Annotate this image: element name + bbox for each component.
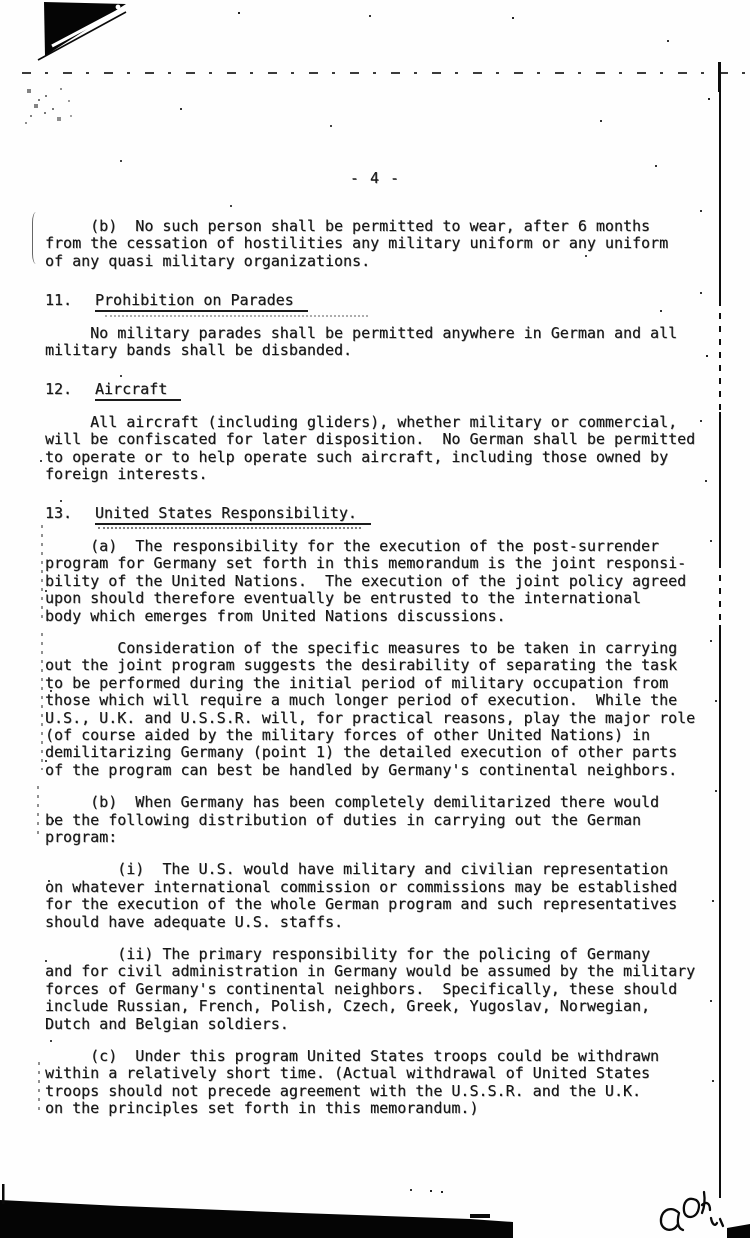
- text-line: foreign interests.: [45, 465, 208, 484]
- text-line: U.S., U.K. and U.S.S.R. will, for practical reasons, play the major role: [45, 708, 696, 727]
- text-line: include Russian, French, Polish, Czech, Greek, Yugoslav, Norwegian,: [45, 997, 651, 1016]
- text-line: (b) No such person shall be permitted to wear, after 6 months: [45, 217, 651, 235]
- text-line: No military parades shall be permitted anywhere in German and all: [45, 323, 678, 342]
- text-line: to be performed during the initial period of military occupation from: [45, 673, 669, 692]
- text-line: Dutch and Belgian soldiers.: [45, 1014, 289, 1033]
- section-title: United States Responsibility.: [95, 504, 371, 525]
- margin-artifact-line: [41, 633, 43, 770]
- corner-fold-mark: [38, 2, 126, 60]
- section-title: Aircraft: [95, 380, 181, 401]
- document-body: [45, 218, 735, 1133]
- text-line: upon should therefore eventually be entrusted to the international: [45, 589, 642, 608]
- text-line: be the following distribution of duties in carrying out the German: [45, 810, 642, 829]
- text-line: (ii) The primary responsibility for the policing of Germany: [45, 945, 651, 963]
- text-line: of the program can best be handled by Germany's continental neighbors.: [45, 760, 678, 779]
- text-line: for the execution of the whole German program and such representatives: [45, 895, 678, 914]
- margin-artifact-line: [38, 1062, 40, 1110]
- text-line: to operate or to help operate such aircraft, including those owned by: [45, 447, 669, 466]
- text-line: program for Germany set forth in this memorandum is the joint responsi-: [45, 554, 687, 573]
- text-line: (b) When Germany has been completely demilitarized there would: [45, 793, 660, 812]
- text-line: and for civil administration in Germany would be assumed by the military: [45, 962, 696, 981]
- text-line: on the principles set forth in this memorandum.): [45, 1099, 479, 1118]
- margin-bracket-mark: [32, 212, 40, 264]
- section-title: Prohibition on Parades: [95, 291, 308, 312]
- text-line: troops should not precede agreement with the U.S.S.R. and the U.K.: [45, 1081, 642, 1100]
- text-line: of any quasi military organizations.: [45, 251, 371, 270]
- text-line: (i) The U.S. would have military and civilian representation: [45, 860, 669, 879]
- text-line: Consideration of the specific measures to be taken in carrying: [45, 638, 678, 657]
- text-line: military bands shall be disbanded.: [45, 341, 353, 360]
- margin-artifact-line: [41, 525, 43, 620]
- paragraph: [45, 538, 735, 625]
- text-line: will be confiscated for later disposition. No German shall be permitted: [45, 430, 696, 449]
- section-heading: [45, 381, 735, 398]
- text-line: from the cessation of hostilities any military uniform or any uniform: [45, 234, 669, 253]
- paragraph: [45, 325, 735, 360]
- bottom-scan-bar: [0, 1184, 513, 1238]
- text-line: those which will require a much longer period of execution. While the: [45, 691, 678, 710]
- paragraph: [45, 414, 735, 484]
- text-line: forces of Germany's continental neighbors. Specifically, these should: [45, 979, 678, 998]
- section-number: 11.: [45, 291, 73, 310]
- paragraph: [45, 946, 735, 1033]
- paragraph: [45, 794, 735, 846]
- text-line: (c) Under this program United States troops could be withdrawn: [45, 1047, 660, 1066]
- text-line: on whatever international commission or commissions may be established: [45, 877, 678, 896]
- paragraph: [45, 1048, 735, 1118]
- text-line: program:: [45, 827, 118, 846]
- paragraph: [45, 218, 735, 270]
- section-number: 12.: [45, 380, 73, 399]
- text-line: body which emerges from United Nations discussions.: [45, 606, 506, 625]
- corner-blob: [727, 1224, 750, 1238]
- paragraph: [45, 861, 735, 931]
- text-line: demilitarizing Germany (point 1) the detailed execution of other parts: [45, 743, 678, 762]
- text-line: should have adequate U.S. staffs.: [45, 912, 344, 931]
- text-line: All aircraft (including gliders), whether military or commercial,: [45, 412, 678, 431]
- section-heading: [45, 292, 735, 309]
- page-number: - 4 -: [349, 169, 401, 187]
- section-number: 13.: [45, 504, 73, 523]
- text-line: bility of the United Nations. The execution of the joint policy agreed: [45, 571, 687, 590]
- handwritten-annotation: [661, 1192, 723, 1230]
- scan-noise-specks: [0, 0, 2, 2]
- text-line: out the joint program suggests the desirability of separating the task: [45, 656, 678, 675]
- text-line: (a) The responsibility for the execution of the post-surrender: [45, 536, 660, 555]
- text-line: within a relatively short time. (Actual withdrawal of United States: [45, 1064, 651, 1083]
- margin-artifact-line: [37, 786, 39, 836]
- fold-crease-line: [22, 72, 748, 74]
- text-line: (of course aided by the military forces of other United Nations) in: [45, 725, 651, 744]
- section-heading: [45, 505, 735, 522]
- paragraph: [45, 640, 735, 779]
